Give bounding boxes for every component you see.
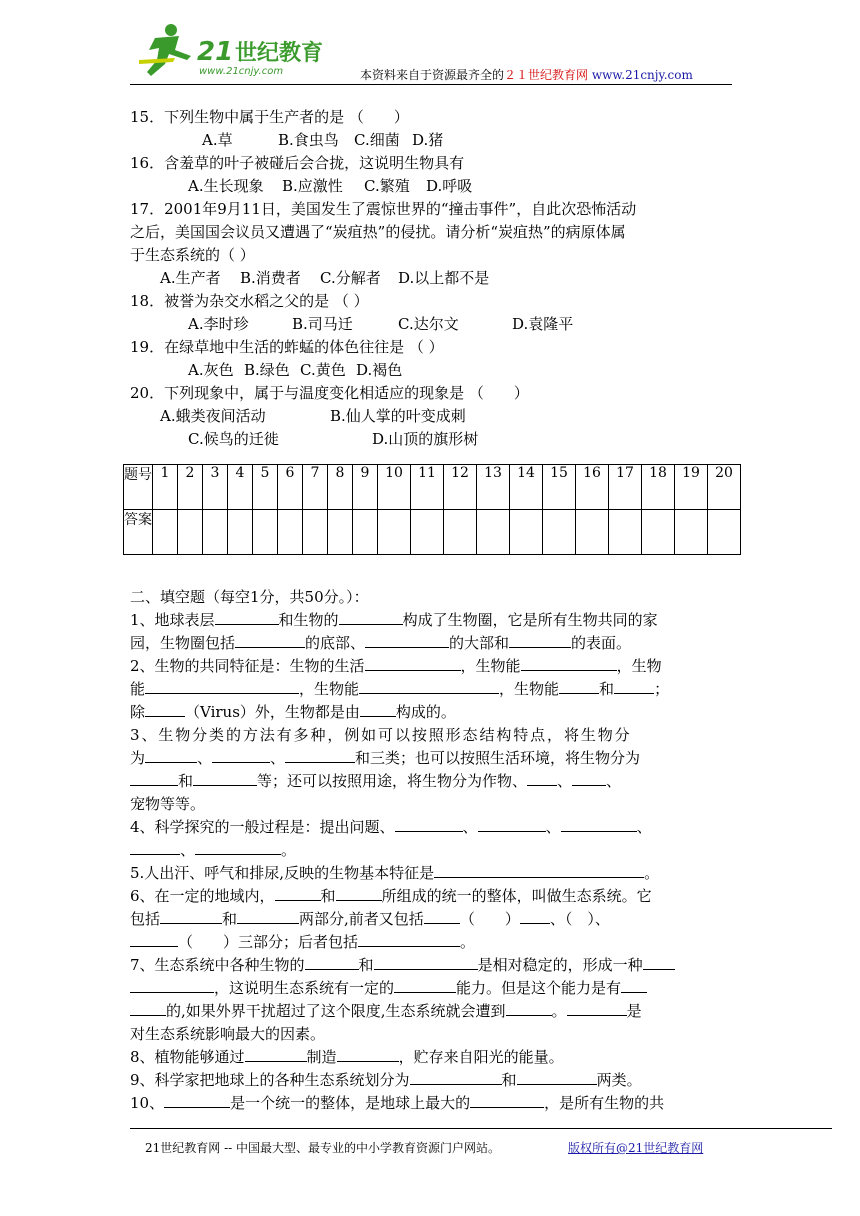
option: B.仙人掌的叶变成刺 [330,407,466,425]
blank[interactable] [434,862,644,878]
text: 和 [320,887,336,905]
question-15: 15．下列生物中属于生产者的是 （ ） [130,108,409,126]
fill-q3-line2 [130,747,734,770]
table-cell-number: 11 [411,465,444,510]
text: 8、植物能够通过 [130,1048,245,1066]
blank[interactable] [336,885,382,901]
text: ，生物能 [299,680,360,698]
table-cell-number: 15 [543,465,576,510]
header-url-link[interactable]: www.21cnjy.com [591,68,693,82]
text: 、 [180,841,196,859]
blank[interactable] [520,908,550,924]
answer-cell[interactable] [328,510,353,555]
text: ，这说明生态系统有一定的 [214,979,395,997]
option: C.候鸟的迁徙 [188,430,279,448]
fill-q6-line2 [130,908,734,931]
answer-cell[interactable] [444,510,477,555]
option: D.呼吸 [426,177,473,195]
text: 是 [626,1002,642,1020]
text: ，是所有生物的共 [544,1094,665,1112]
option: B.应激性 [282,177,343,195]
text: 和 [222,910,238,928]
text: 的,如果外界干扰超过了这个限度,生态系统就会遭到 [166,1002,506,1020]
fill-q6-line1 [130,885,734,908]
fill-q1-line1 [130,609,734,632]
table-cell-number: 1 [153,465,178,510]
option: A.灰色 [188,361,234,379]
table-cell-number: 7 [303,465,328,510]
table-cell-number: 18 [642,465,675,510]
fill-q5 [130,862,734,885]
option: A.生长现象 [188,177,264,195]
fill-q9 [130,1069,734,1092]
answer-cell[interactable] [543,510,576,555]
blank[interactable] [643,954,675,970]
answer-cell[interactable] [228,510,253,555]
text: 和 [358,956,374,974]
text: 两部分,前者又包括 [299,910,424,928]
text: 除 [130,703,146,721]
answer-cell[interactable] [477,510,510,555]
text: 、（ ）、 [549,910,610,928]
text: 园，生物圈包括 [130,634,236,652]
fill-q3-line1: 3、生物分类的方法有多种，例如可以按照形态结构特点，将生物分 [130,726,632,744]
fill-q7-line4: 对生态系统影响最大的因素。 [130,1025,326,1043]
text: 和 [599,680,615,698]
option: B.消费者 [240,269,301,287]
answer-cell[interactable] [576,510,609,555]
text: （Virus）外，生物都是由 [185,703,360,721]
answer-cell[interactable] [253,510,278,555]
option: D.褐色 [356,361,403,379]
text: 、 [545,818,561,836]
question-17-options [130,267,730,290]
option: C.达尔文 [398,315,459,333]
blank[interactable] [521,655,617,671]
blank[interactable] [237,908,299,924]
text: 和 [501,1071,517,1089]
blank[interactable] [365,632,449,648]
text: 、 [270,749,286,767]
text: 制造 [306,1048,337,1066]
fill-q10 [130,1092,734,1115]
blank[interactable] [245,1046,307,1062]
blank[interactable] [360,701,396,717]
text: 1、地球表层 [130,611,215,629]
header-divider [130,84,732,85]
text: （ ）三部分；后者包括 [178,933,359,951]
blank[interactable] [339,609,403,625]
text: ； [654,680,670,698]
question-18-options [130,313,730,336]
answer-cell[interactable] [675,510,708,555]
question-20: 20．下列现象中，属于与温度变化相适应的现象是 （ ） [130,384,529,402]
text: 、 [462,818,478,836]
text: 、 [197,749,213,767]
option: D.猪 [412,131,444,149]
text: 的表面。 [571,634,632,652]
option: A.生产者 [160,269,221,287]
footer-divider [130,1128,832,1129]
text: 的大部和 [449,634,510,652]
blank[interactable] [275,885,321,901]
text: 构成的。 [395,703,456,721]
text: ，生物能 [460,657,521,675]
option: B.绿色 [244,361,290,379]
blank[interactable] [614,678,654,694]
text: 。 [644,864,660,882]
fill-q8 [130,1046,734,1069]
answer-cell[interactable] [153,510,178,555]
fill-q7-line2 [130,977,734,1000]
question-17-line-2: 之后，美国国会议员又遭遇了“炭疽热”的侵扰。请分析“炭疽热”的病原体属 [130,223,626,241]
fill-blank-section [130,586,734,1115]
blank[interactable] [215,609,279,625]
text: 等；还可以按照用途，将生物分为作物、 [257,772,528,790]
blank[interactable] [285,747,355,763]
blank[interactable] [130,977,214,993]
fill-q4-line2 [130,839,734,862]
answer-cell[interactable] [642,510,675,555]
text: 能力。但是这个能力是有 [456,979,622,997]
answer-cell[interactable] [708,510,741,555]
blank[interactable] [195,839,281,855]
table-cell-number: 9 [353,465,378,510]
answer-cell[interactable] [609,510,642,555]
text: 。 [460,933,476,951]
blank[interactable] [130,1000,166,1016]
blank[interactable] [395,816,463,832]
blank[interactable] [130,839,180,855]
table-cell-number: 16 [576,465,609,510]
question-18: 18．被誉为杂交水稻之父的是 （ ） [130,292,369,310]
fill-q3-line3 [130,770,734,793]
row-label-number: 题号 [124,465,153,510]
option: A.草 [202,131,233,149]
option: A.李时珍 [188,315,249,333]
table-cell-number: 14 [510,465,543,510]
blank[interactable] [160,908,222,924]
blank[interactable] [410,1069,502,1085]
blank[interactable] [193,770,257,786]
text: ，生物 [616,657,662,675]
text: 2、生物的共同特征是：生物的生活 [130,657,365,675]
header-brand-link[interactable]: ２１世纪教育网 [504,68,589,82]
text: 所组成的统一的整体，叫做生态系统。它 [381,887,652,905]
blank[interactable] [212,747,270,763]
text: 、 [636,818,652,836]
text: 9、科学家把地球上的各种生态系统划分为 [130,1071,410,1089]
blank[interactable] [424,908,460,924]
svg-text:21: 21 [197,37,234,67]
question-20-options-row2 [130,428,730,451]
option: B.司马迁 [292,315,353,333]
blank[interactable] [559,678,599,694]
text: 。 [551,1002,567,1020]
blank[interactable] [130,770,178,786]
table-cell-number: 5 [253,465,278,510]
fill-q2-line2 [130,678,734,701]
question-16: 16．含羞草的叶子被碰后会合拢，这说明生物具有 [130,154,465,172]
answer-cell[interactable] [378,510,411,555]
option: D.袁隆平 [512,315,574,333]
header-note-text: 本资料来自于资源最齐全的 [360,68,505,82]
fill-q7-line3 [130,1000,734,1023]
table-cell-number: 3 [203,465,228,510]
blank[interactable] [365,655,461,671]
text: 的底部、 [305,634,366,652]
text: 能 [130,680,146,698]
text: 5.人出汗、呼气和排尿,反映的生物基本特征是 [130,864,435,882]
option: D.以上都不是 [398,269,490,287]
text: 包括 [130,910,161,928]
blank[interactable] [621,977,647,993]
text: 。 [281,841,297,859]
blank[interactable] [359,678,499,694]
answer-cell[interactable] [178,510,203,555]
text: 10、 [130,1094,165,1112]
question-20-options-row1 [130,405,730,428]
table-row-answers [124,510,741,555]
blank[interactable] [567,1000,627,1016]
question-15-options [130,129,730,152]
text: ，生物能 [499,680,560,698]
fill-q2-line3 [130,701,734,724]
answer-cell[interactable] [411,510,444,555]
option: C.繁殖 [364,177,410,195]
21cnjy-logo [135,20,335,82]
footer-site-description: 21世纪教育网 -- 中国最大型、最专业的中小学教育资源门户网站。 [145,1141,501,1155]
blank[interactable] [358,931,460,947]
text: 是一个统一的整体，是地球上最大的 [230,1094,471,1112]
table-cell-number: 17 [609,465,642,510]
section-2-title: 二、填空题（每空1分，共50分。）： [130,588,369,606]
table-cell-number: 8 [328,465,353,510]
blank[interactable] [478,816,546,832]
blank[interactable] [145,747,197,763]
text: 、 [606,772,622,790]
table-cell-number: 20 [708,465,741,510]
answer-cell[interactable] [510,510,543,555]
answer-cell[interactable] [278,510,303,555]
text: 7、生态系统中各种生物的 [130,956,305,974]
option: B.食虫鸟 [278,131,339,149]
blank[interactable] [470,1092,544,1108]
text: 、 [557,772,573,790]
answer-cell[interactable] [353,510,378,555]
option: C.分解者 [320,269,381,287]
fill-q2-line1 [130,655,734,678]
text: 4、科学探究的一般过程是：提出问题、 [130,818,395,836]
blank[interactable] [509,632,571,648]
question-19: 19．在绿草地中生活的蚱蜢的体色往往是 （ ） [130,338,444,356]
table-cell-number: 6 [278,465,303,510]
svg-text:www.21cnjy.com: www.21cnjy.com [199,66,284,77]
blank[interactable] [517,1069,597,1085]
blank[interactable] [130,931,178,947]
question-17-line-1: 17．2001年9月11日，美国发生了震惊世界的“撞击事件”，自此次恐怖活动 [130,200,637,218]
text: 和生物的 [278,611,339,629]
choice-questions [130,106,730,451]
text: 是相对稳定的，形成一种 [477,956,643,974]
blank[interactable] [305,954,359,970]
fill-q1-line2 [130,632,734,655]
option: C.黄色 [300,361,346,379]
row-label-answer: 答案 [124,510,153,555]
text: 和 [178,772,194,790]
table-cell-number: 13 [477,465,510,510]
text: 为 [130,749,146,767]
option: A.蛾类夜间活动 [160,407,266,425]
option: C.细菌 [354,131,400,149]
text: ，贮存来自阳光的能量。 [398,1048,564,1066]
fill-q6-line3 [130,931,734,954]
blank[interactable] [572,770,606,786]
footer-copyright-link[interactable]: 版权所有@21世纪教育网 [568,1141,704,1155]
table-cell-number: 4 [228,465,253,510]
fill-q3-line4: 宠物等等。 [130,795,206,813]
text: （ ） [459,910,520,928]
fill-q4-line1 [130,816,734,839]
blank[interactable] [337,1046,399,1062]
table-cell-number: 2 [178,465,203,510]
blank[interactable] [145,701,185,717]
table-row-numbers [124,465,741,510]
table-cell-number: 10 [378,465,411,510]
blank[interactable] [164,1092,230,1108]
blank[interactable] [394,977,456,993]
text: 和三类；也可以按照生活环境，将生物分为 [355,749,641,767]
question-19-options [130,359,730,382]
blank[interactable] [561,816,637,832]
option: D.山顶的旗形树 [372,430,479,448]
blank[interactable] [527,770,557,786]
answer-cell[interactable] [303,510,328,555]
table-cell-number: 19 [675,465,708,510]
text: 两类。 [596,1071,642,1089]
text: 构成了生物圈，它是所有生物共同的家 [402,611,658,629]
question-17-line-3: 于生态系统的（ ） [130,246,255,264]
fill-q7-line1 [130,954,734,977]
answer-cell[interactable] [203,510,228,555]
header-source-note [360,66,693,83]
blank[interactable] [145,678,299,694]
question-16-options [130,175,730,198]
blank[interactable] [506,1000,552,1016]
blank[interactable] [374,954,478,970]
text: 6、在一定的地域内， [130,887,275,905]
svg-text:世纪教育: 世纪教育 [235,41,324,66]
answer-table [123,464,741,555]
blank[interactable] [235,632,305,648]
table-cell-number: 12 [444,465,477,510]
